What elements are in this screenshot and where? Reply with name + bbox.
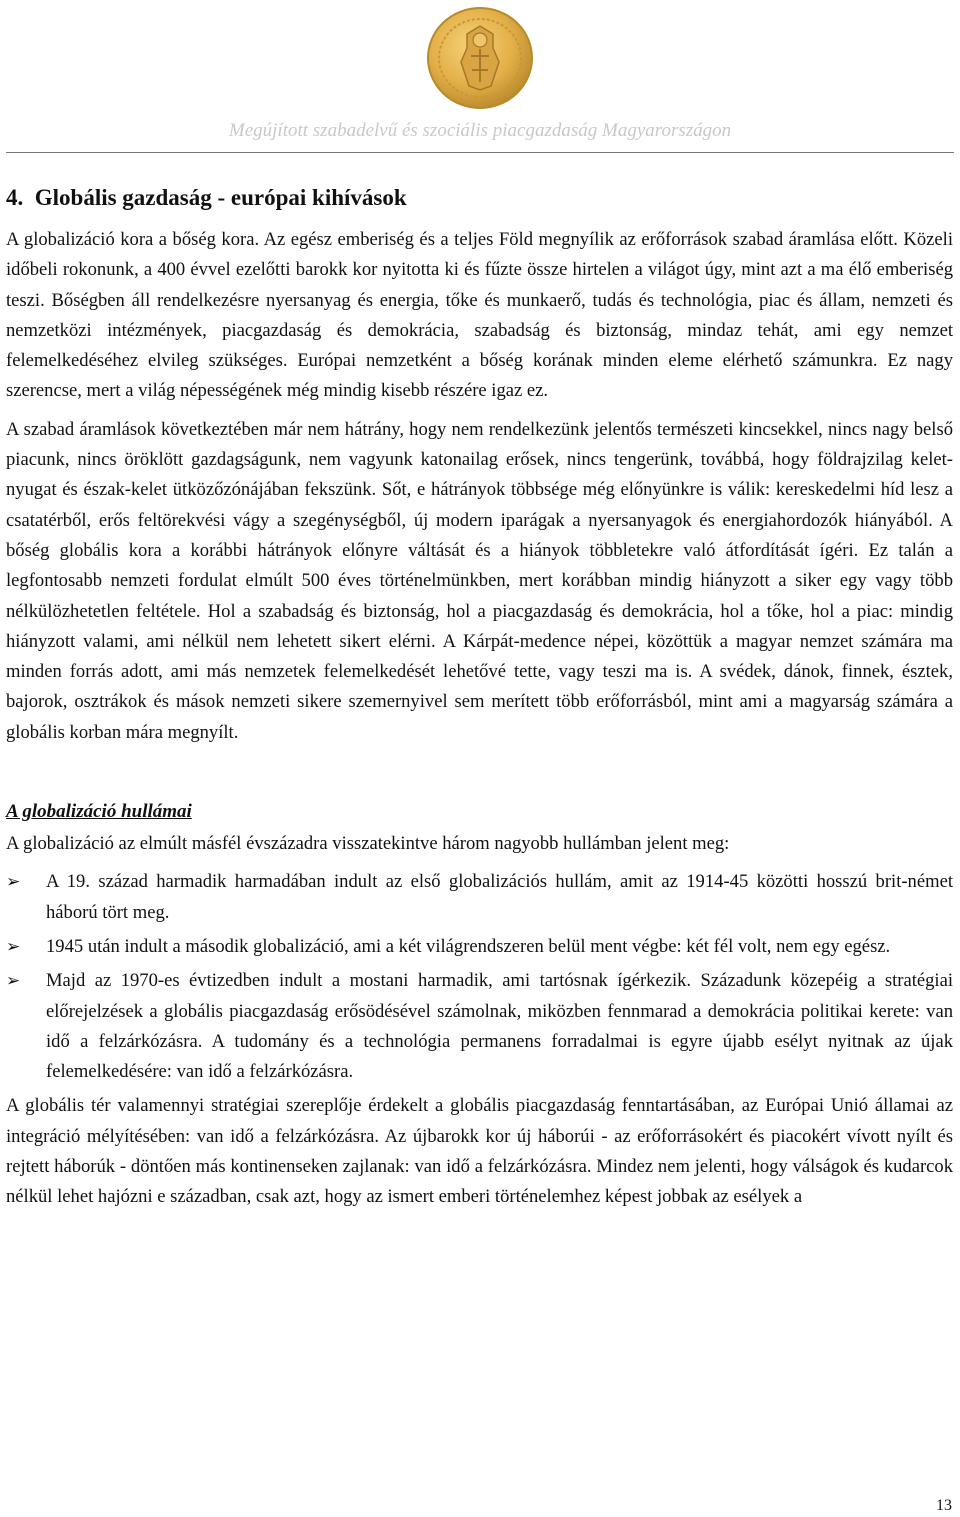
arrowhead-bullet-icon: ➢ bbox=[6, 971, 21, 992]
section-heading: 4. Globális gazdaság - európai kihívások bbox=[6, 185, 407, 210]
arrowhead-bullet-icon: ➢ bbox=[6, 872, 21, 893]
body-paragraph: A szabad áramlások következtében már nem hátrány, hogy nem rendelkezünk jelentős természeti kincsekkel, nincs nagy belső piacunk, nincs öröklött gazdagságunk, nem vagyunk katonailag erősek, nincs tengerünk, továbbá, hogy földrajzilag kelet-nyugat és észak-kelet ütközőzónájában fekszünk. Sőt, e hátrányok többsége még előnyünkre is válik: kereskedelmi híd lesz a csatatérből, erős feltörekvési vágy a szegénységből, új modern iparágak a nyersanyagok és energiahordozók hiányából. A bőség globális kora a korábbi hátrányok előnyre váltását és a hiányok többletekre való átfordítását ígéri. Ez talán a legfontosabb nemzeti fordulat elmúlt 500 éves történelmünkben, mert korábban mindig hiányzott a siker egy vagy több nélkülözhetetlen feltétele. Hol a szabadság és biztonság, hol a piacgazdaság és demokrácia, hol a tőke, hol a piac: mindig hiányzott valami, ami nélkül nem lehetett sikert elérni. A Kárpát-medence népei, közöttük a magyar nemzet számára ma minden forrás adott, ami más nemzetek felemelkedését lehetővé tette, vagy teszi ma is. A svédek, dánok, finnek, észtek, bajorok, osztrákok és mások nemzeti sikere szemernyivel sem merített több erőforrásból, mint ami a magyarság számára a globális korban mára megnyílt. bbox=[6, 418, 953, 743]
gold-coin-logo bbox=[425, 4, 535, 112]
body-paragraph: A globalizáció kora a bőség kora. Az egész emberiség és a teljes Föld megnyílik az erőforrások szabad áramlása előtt. Közeli időbeli rokonunk, a 400 évvel ezelőtti barokk kor nyitotta ki és fűzte össze hirtelen a világot úgy, mint azt a ma élő emberiség teszi. Bőségben áll rendelkezésre nyersanyag és energia, tőke és munkaerő, tudás és technológia, piac és állam, nemzeti és nemzetközi intézmények, piacgazdaság és demokrácia, szabadság és biztonság, mindaz tehát, ami egy nemzet felemelkedéséhez elvileg szükséges. Európai nemzetként a bőség korának minden eleme elérhető számunkra. Ez nagy szerencse, mert a világ népességének még mindig kisebb részére igaz ez. bbox=[6, 229, 953, 402]
waves-list bbox=[6, 867, 953, 1087]
header-divider bbox=[6, 152, 954, 153]
list-item bbox=[6, 932, 953, 962]
running-header: Megújított szabadelvű és szociális piacgazdaság Magyarországon bbox=[228, 120, 732, 141]
page-number: 13 bbox=[936, 1497, 952, 1514]
list-item bbox=[6, 966, 953, 1087]
page-body bbox=[6, 178, 953, 1221]
arrowhead-bullet-icon: ➢ bbox=[6, 936, 21, 957]
list-item-text: A 19. század harmadik harmadában indult az első globalizációs hullám, amit az 1914-45 közötti hosszú brit-német háború tört meg. bbox=[46, 871, 953, 923]
closing-paragraph: A globális tér valamennyi stratégiai szereplője érdekelt a globális piacgazdaság fenntartásában, az Európai Unió államai az integráció mélyítésében: van idő a felzárkózásra. Az újbarokk kor új háborúi - az erőforrásokért és piacokért vívott nyílt és rejtett háborúk - döntően más kontinenseken zajlanak: van idő a felzárkózásra. Mindez nem jelenti, hogy válságok és kudarcok nélkül lehet hajózni e században, csak azt, hogy az ismert emberi történelemhez képest jobbak az esélyek a bbox=[6, 1095, 953, 1208]
list-item bbox=[6, 867, 953, 928]
subsection-heading: A globalizáció hullámai bbox=[6, 801, 192, 823]
list-item-text: 1945 után indult a második globalizáció, ami a két világrendszeren belül ment végbe: két fél volt, nem egy egész. bbox=[46, 935, 891, 957]
subsection-intro: A globalizáció az elmúlt másfél évszázadra visszatekintve három nagyobb hullámban jelent meg: bbox=[6, 833, 730, 855]
list-item-text: Majd az 1970-es évtizedben indult a mostani harmadik, ami tartósnak ígérkezik. Századunk közepéig a stratégiai előrejelzések a globális piacgazdaság erősödésével számolnak, miközben fennmarad a demokrácia politikai kerete: van idő a felzárkózásra. A tudomány és a technológia permanens forradalmai is egyre újabb esélyt nyitnak az újak felemelkedésére: van idő a felzárkózásra. bbox=[46, 970, 953, 1083]
